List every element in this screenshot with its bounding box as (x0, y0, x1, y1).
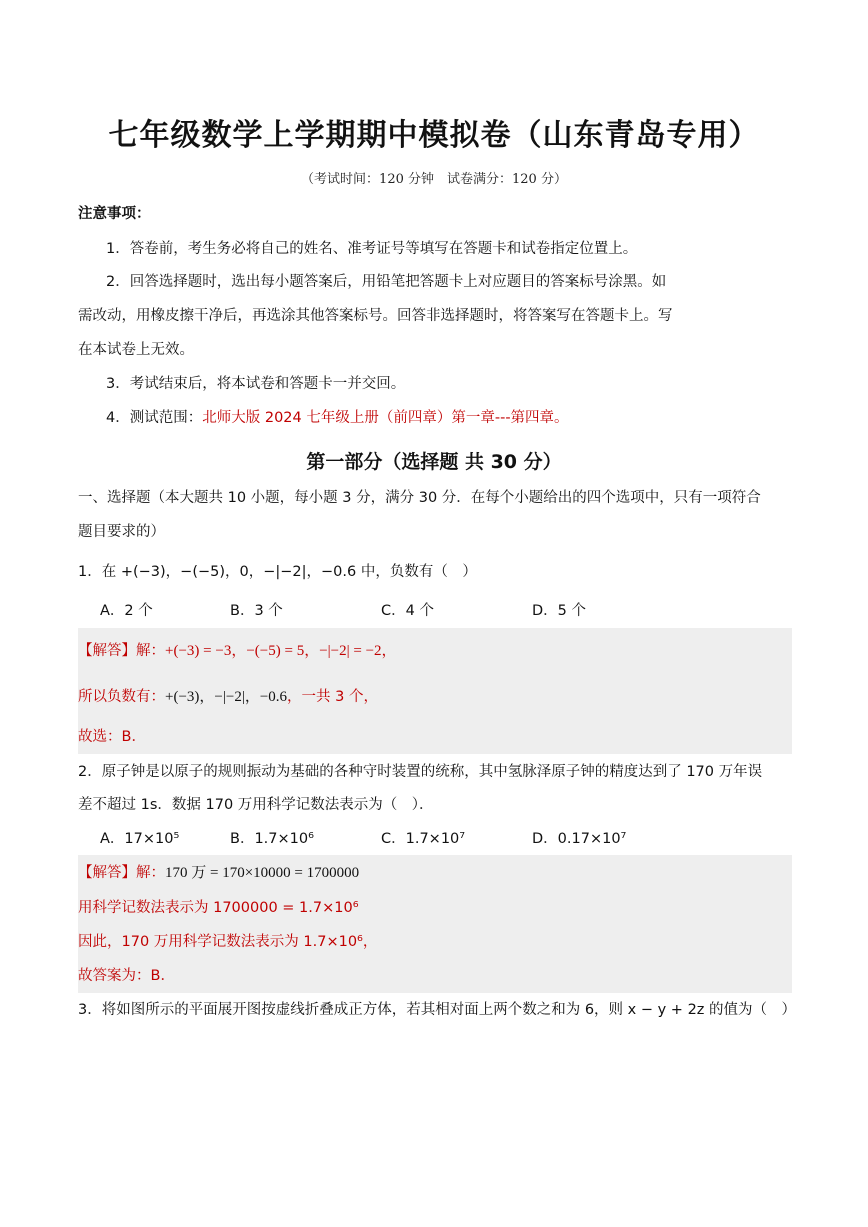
section-title: 第一部分（选择题 共 30 分） (306, 451, 562, 473)
question-2-stem-line-1: 2．原子钟是以原子的规则振动为基础的各种守时装置的统称，其中氢脉泽原子钟的精度达到了 170 万年误 (78, 764, 763, 780)
page-title: 七年级数学上学期期中模拟卷（山东青岛专用） (108, 118, 760, 153)
question-2-option-b: B．1.7×10⁶ (230, 831, 314, 847)
question-1-option-c: C．4 个 (381, 603, 434, 619)
answer-math: +(−3) = −3，−(−5) = 5，−|−2| = −2， (165, 643, 397, 659)
note-item-2-line-3: 在本试卷上无效。 (78, 342, 194, 358)
question-1-option-b: B．3 个 (230, 603, 283, 619)
answer-math: 170 万 = 170×10000 = 1700000 (165, 865, 360, 881)
question-2-option-c: C．1.7×10⁷ (381, 831, 466, 847)
note-item-2-line-1: 2．回答选择题时，选出每小题答案后，用铅笔把答题卡上对应题目的答案标号涂黑。如 (106, 274, 667, 290)
question-3-stem: 3．将如图所示的平面展开图按虚线折叠成正方体，若其相对面上两个数之和为 6，则 x − y + 2z 的值为（ ） (78, 1002, 797, 1018)
answer-tag: 【解答】 (78, 865, 136, 881)
question-1-option-a: A．2 个 (100, 603, 153, 619)
note-item-1: 1．答卷前，考生务必将自己的姓名、准考证号等填写在答题卡和试卷指定位置上。 (106, 241, 638, 257)
question-1-answer-line-3: 故选：B． (78, 729, 146, 745)
question-1-answer-line-2 (78, 687, 378, 707)
note-item-4-prefix: 4．测试范围： (106, 410, 203, 426)
question-1-answer-line-1 (78, 641, 397, 661)
note-item-3: 3．考试结束后，将本试卷和答题卡一并交回。 (106, 376, 406, 392)
answer-prefix: 解： (136, 865, 165, 881)
question-2-answer-line-1 (78, 863, 359, 883)
section-intro-line-2: 题目要求的） (78, 524, 165, 540)
question-2-answer-line-3: 因此，170 万用科学记数法表示为 1.7×10⁶， (78, 934, 378, 950)
notes-heading: 注意事项： (78, 206, 151, 222)
question-1-stem: 1．在 +(−3)，−(−5)，0，−|−2|，−0.6 中，负数有（ ） (78, 564, 477, 580)
question-2-answer-line-2: 用科学记数法表示为 1700000 = 1.7×10⁶ (78, 900, 359, 916)
question-2-answer-line-4: 故答案为：B． (78, 968, 175, 984)
note-item-4 (106, 408, 569, 428)
answer-prefix: 所以负数有： (78, 689, 165, 705)
note-item-2-line-2: 需改动，用橡皮擦干净后，再选涂其他答案标号。回答非选择题时，将答案写在答题卡上。写 (78, 308, 673, 324)
section-intro-line-1: 一、选择题（本大题共 10 小题，每小题 3 分，满分 30 分．在每个小题给出的四个选项中，只有一项符合 (78, 490, 761, 506)
answer-suffix: ，一共 3 个， (287, 689, 378, 705)
question-1-option-d: D．5 个 (532, 603, 586, 619)
answer-math: +(−3)，−|−2|，−0.6 (165, 689, 288, 705)
answer-prefix: 解： (136, 643, 165, 659)
question-2-option-d: D．0.17×10⁷ (532, 831, 627, 847)
question-2-stem-line-2: 差不超过 1s．数据 170 万用科学记数法表示为（ ）． (78, 797, 434, 813)
test-range: 北师大版 2024 七年级上册（前四章）第一章---第四章。 (202, 410, 569, 426)
question-2-option-a: A．17×10⁵ (100, 831, 180, 847)
exam-info: （考试时间：120 分钟 试卷满分：120 分） (301, 172, 567, 187)
answer-tag: 【解答】 (78, 643, 136, 659)
